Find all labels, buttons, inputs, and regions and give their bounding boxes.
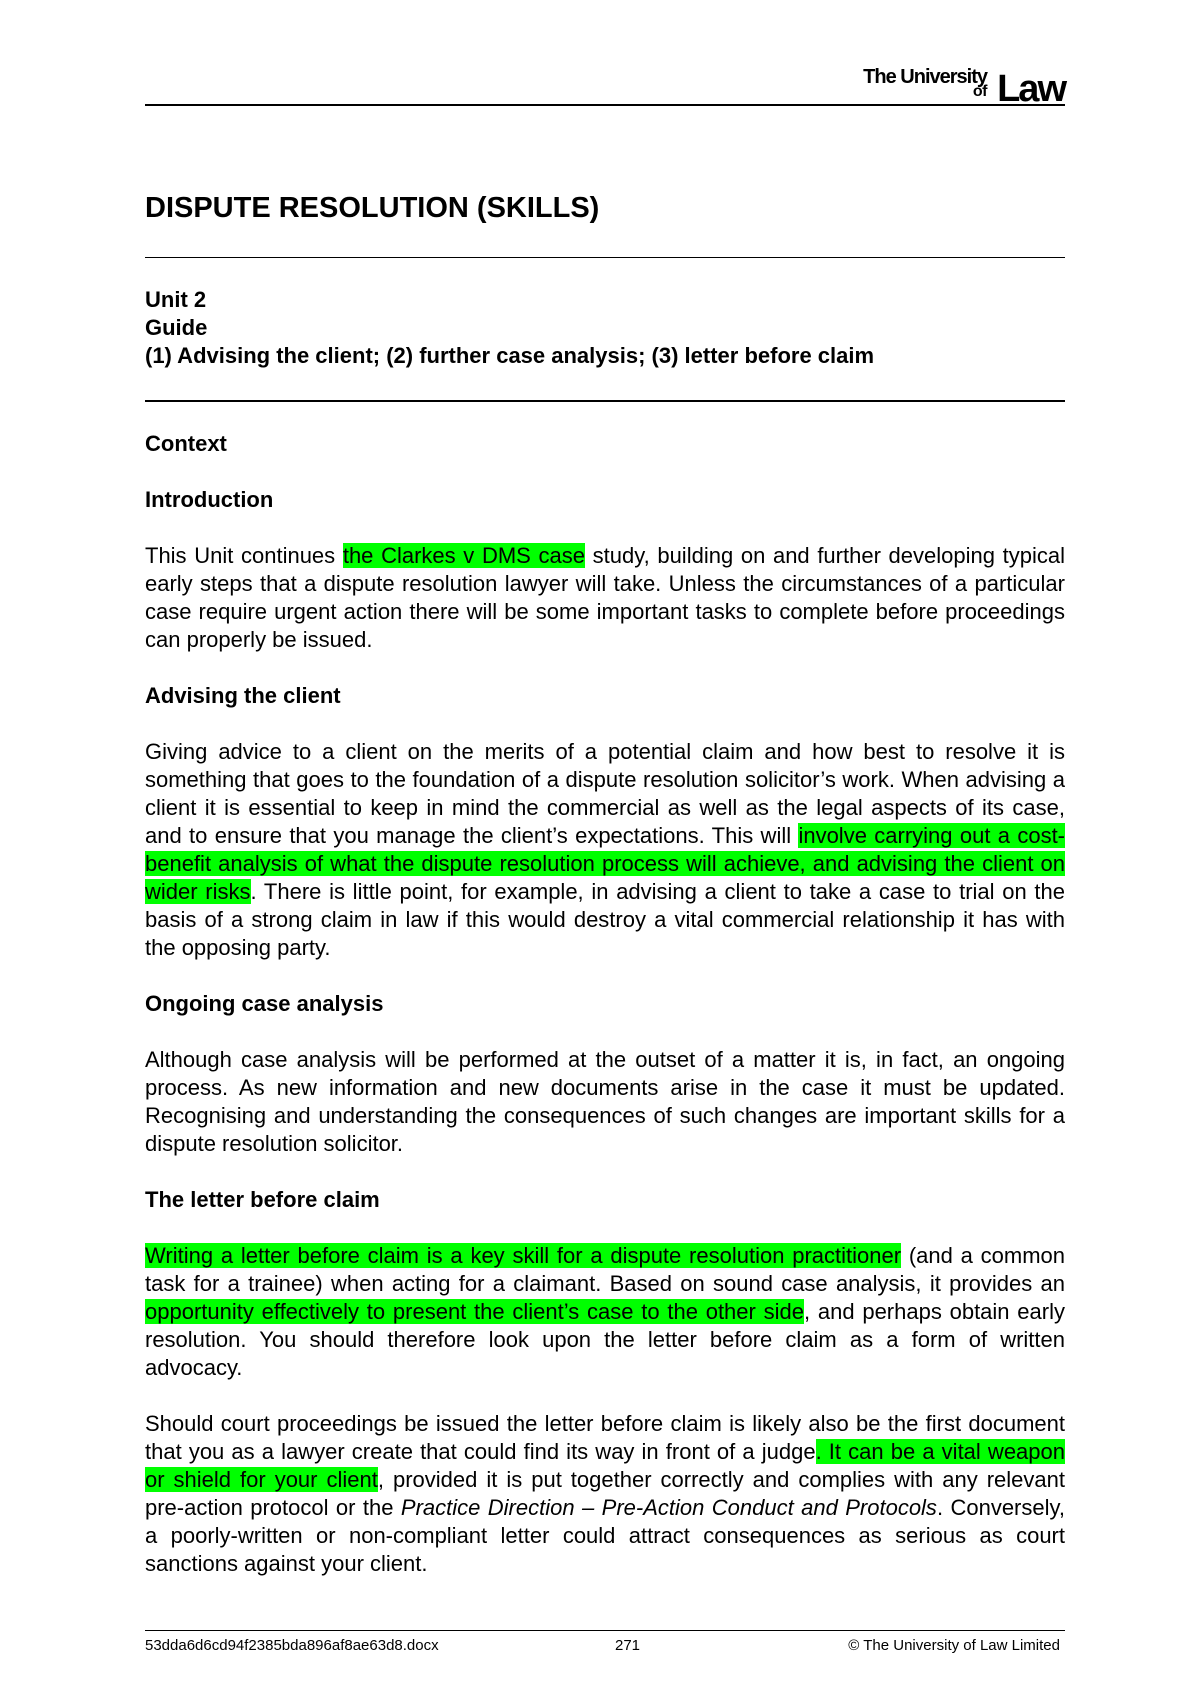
introduction-paragraph: This Unit continues the Clarkes v DMS case study, building on and further developing typical early steps that a dispute resolution lawyer will take. Unless the circumstances of a particular case require urgent action there will be some important tasks to complete before proceedings can properly be issued. — [145, 543, 1065, 652]
page-title: DISPUTE RESOLUTION (SKILLS) — [145, 192, 600, 224]
header-divider — [145, 104, 1065, 106]
letter-paragraph-2: Should court proceedings be issued the letter before claim is likely also be the first document that you as a lawyer create that could find its way in front of a judge. It can be a vital weapon or shield for your client, provided it is put together correctly and complies with any relevant pre-action protocol or the Practice Direction – Pre-Action Conduct and Protocols. Conversely, a poorly-written or non-compliant letter could attract consequences as serious as court sanctions against your client. — [145, 1411, 1065, 1576]
advising-heading: Advising the client — [145, 683, 341, 708]
guide-label: Guide — [145, 315, 208, 340]
highlight: opportunity effectively to present the client’s case to the other side — [145, 1299, 804, 1324]
title-divider — [145, 257, 1065, 258]
unit-label: Unit 2 — [145, 287, 207, 312]
highlight: . It can be a vital weapon or shield for your client — [145, 1439, 1065, 1492]
letter-heading: The letter before claim — [145, 1187, 380, 1212]
introduction-heading: Introduction — [145, 487, 274, 512]
ongoing-paragraph: Although case analysis will be performed at the outset of a matter it is, in fact, an ongoing process. As new information and new documents arise in the case it must be updated. Recognising and understanding the consequences of such changes are important skills for a dispute resolution solicitor. — [145, 1047, 1065, 1156]
footer-copyright: © The University of Law Limited — [848, 1637, 1060, 1654]
unit-divider — [145, 400, 1065, 402]
italic-reference: Practice Direction – Pre-Action Conduct and Protocols — [400, 1495, 937, 1520]
unit-topics: (1) Advising the client; (2) further case analysis; (3) letter before claim — [145, 343, 875, 368]
ongoing-heading: Ongoing case analysis — [145, 991, 384, 1016]
highlight: Writing a letter before claim is a key skill for a dispute resolution practitioner — [145, 1243, 902, 1268]
footer-filename: 53dda6d6cd94f2385bda896af8ae63d8.docx — [145, 1637, 439, 1654]
highlight: involve carrying out a cost-benefit analysis of what the dispute resolution process will achieve, and advising the client on wider risks — [145, 823, 1066, 904]
footer-page-number: 271 — [615, 1637, 641, 1654]
context-heading: Context — [145, 431, 227, 456]
logo-text-the-university: The University — [863, 66, 987, 88]
highlight: the Clarkes v DMS case — [342, 543, 585, 568]
footer-divider — [145, 1630, 1065, 1631]
university-logo — [855, 66, 1065, 110]
advising-paragraph: Giving advice to a client on the merits of a potential claim and how best to resolve it is something that goes to the foundation of a dispute resolution solicitor’s work. When advising a client it is essential to keep in mind the commercial as well as the legal aspects of its case, and to ensure that you manage the client’s expectations. This will involve carrying out a cost-benefit analysis of what the dispute resolution process will achieve, and advising the client on wider risks. There is little point, for example, in advising a client to take a case to trial on the basis of a strong claim in law if this would destroy a vital commercial relationship it has with the opposing party. — [145, 739, 1066, 960]
logo-text-law: Law — [997, 68, 1065, 110]
logo-text-of: of — [972, 83, 987, 100]
letter-paragraph-1: Writing a letter before claim is a key skill for a dispute resolution practitioner (and a common task for a trainee) when acting for a claimant. Based on sound case analysis, it provides an opportunity effectively to present the client’s case to the other side, and perhaps obtain early resolution. You should therefore look upon the letter before claim as a form of written advocacy. — [145, 1243, 1065, 1380]
document-page — [145, 0, 1065, 1698]
